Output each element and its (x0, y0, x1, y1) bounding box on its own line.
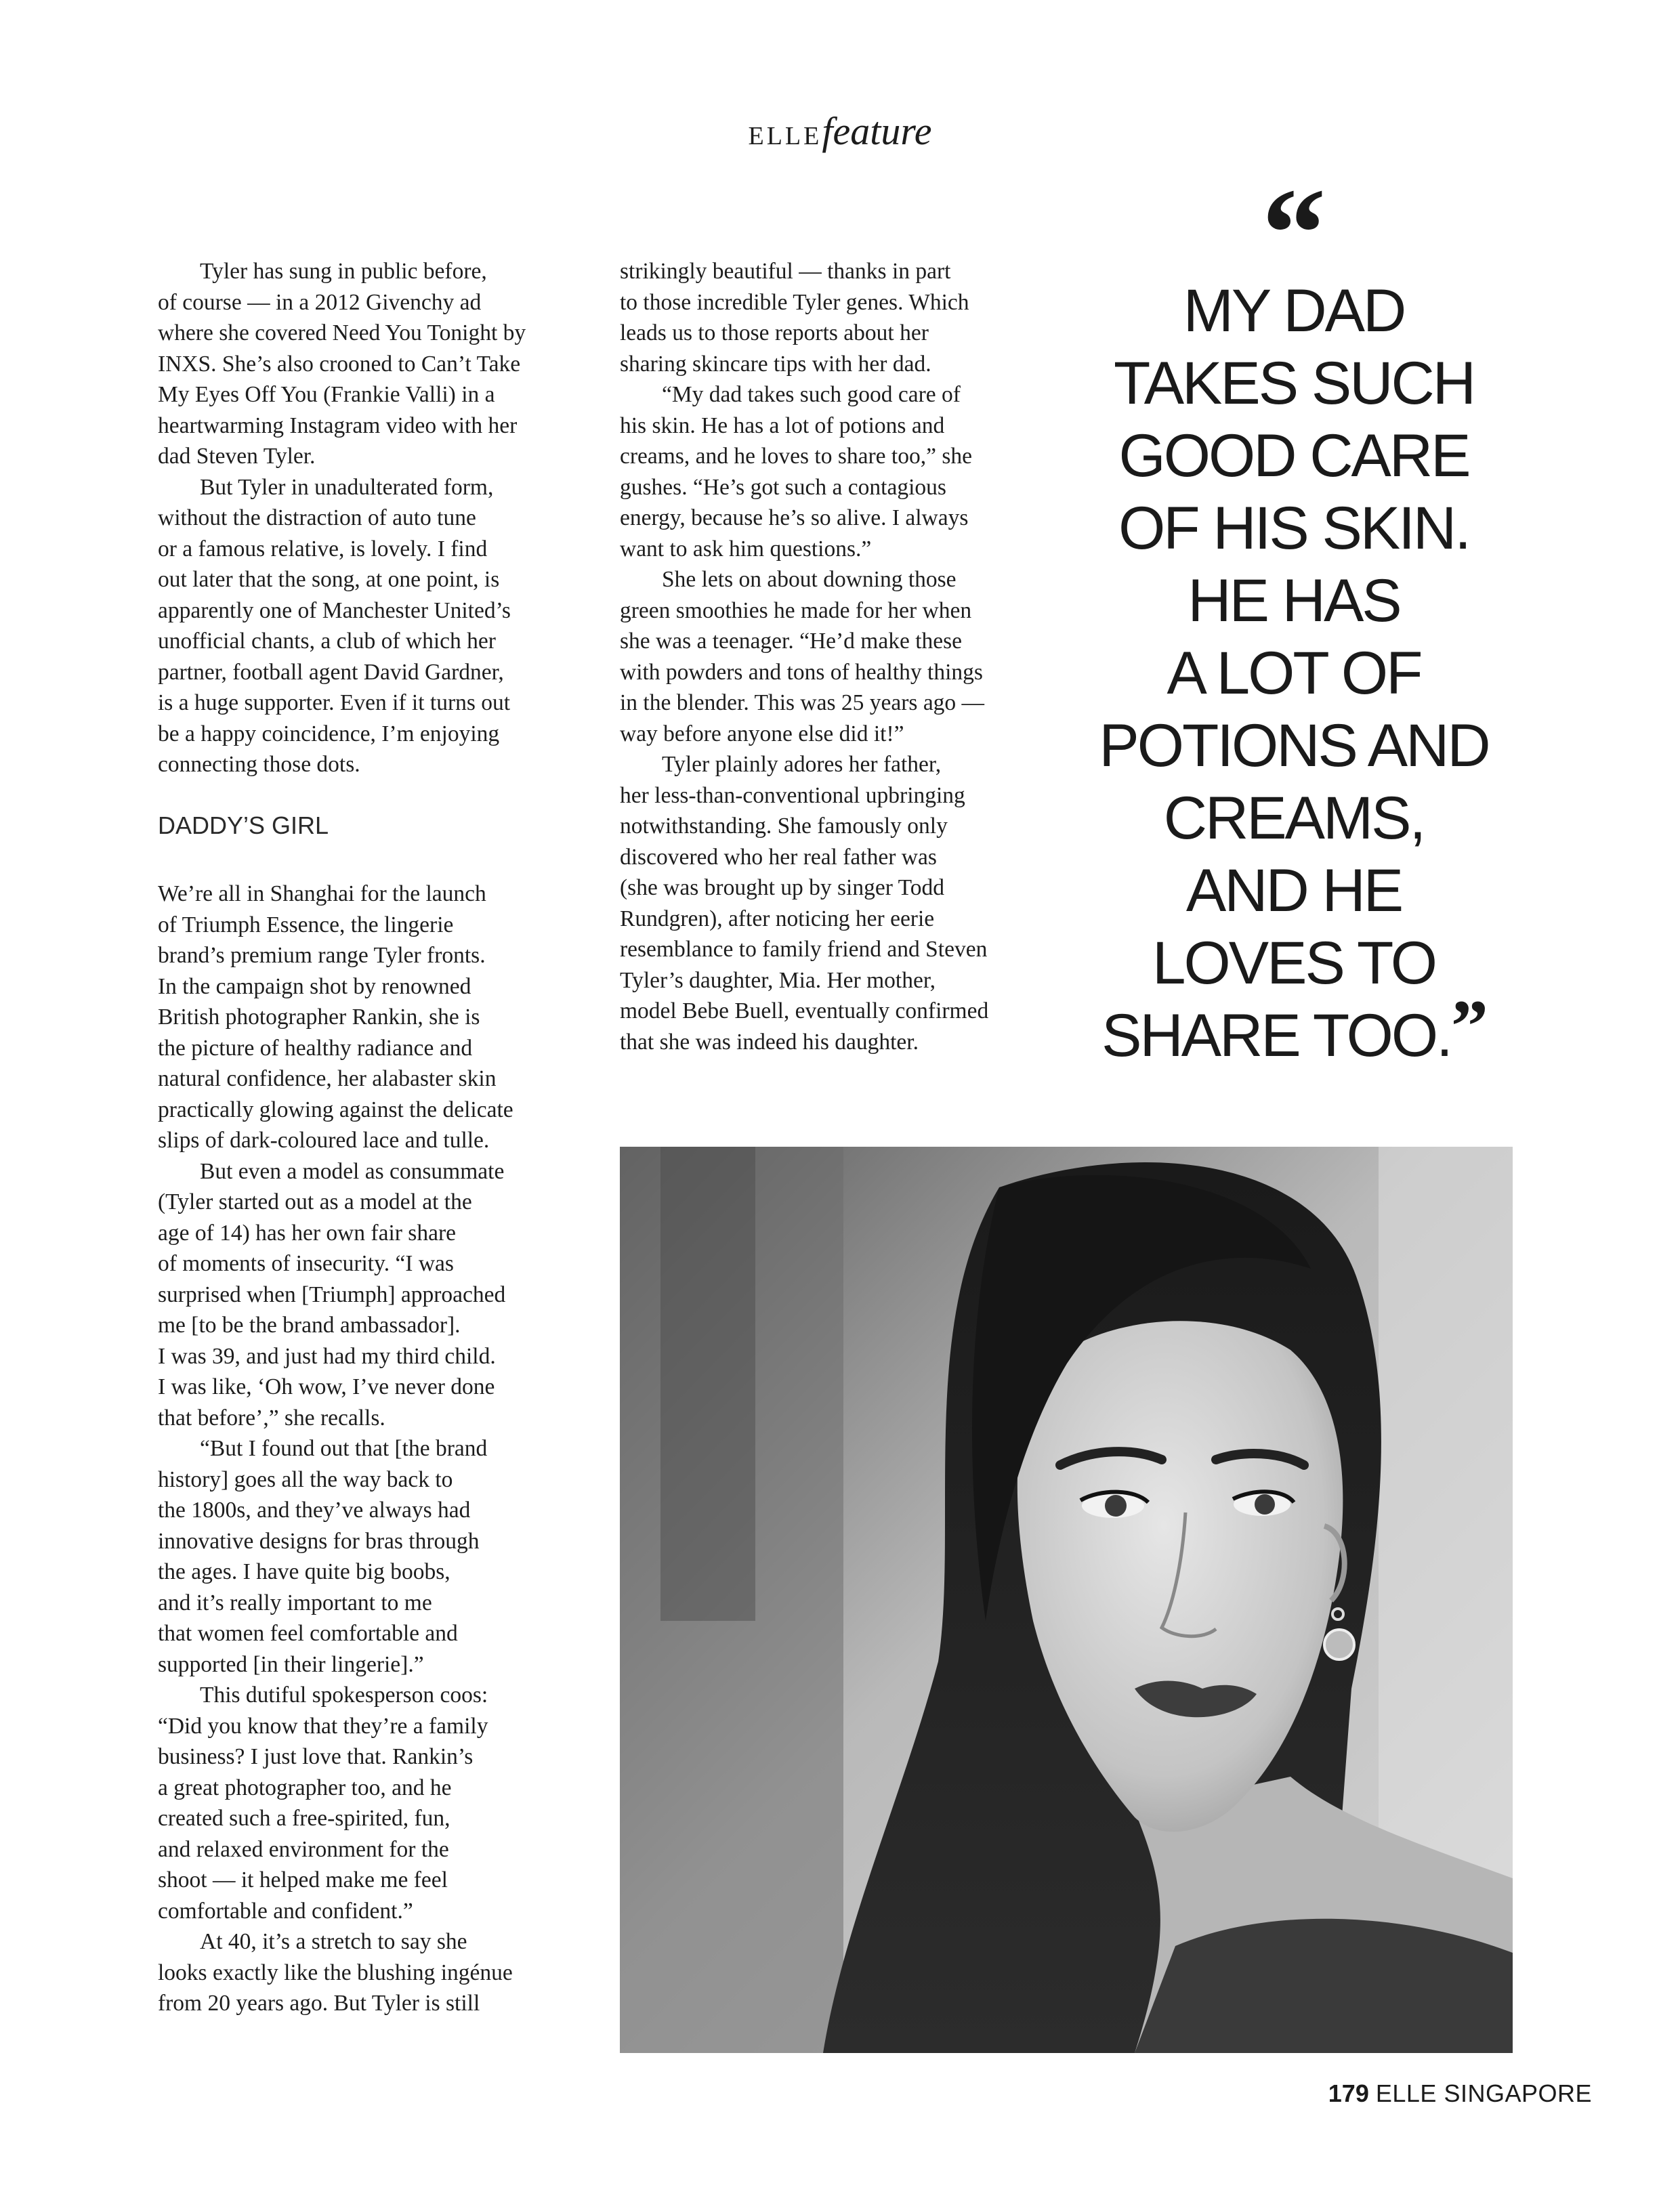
text-line: Rundgren), after noticing her eerie (620, 906, 935, 931)
text-line: model Bebe Buell, eventually confirmed (620, 998, 989, 1023)
text-line: heartwarming Instagram video with her (158, 412, 518, 438)
text-line: supported [in their lingerie].” (158, 1651, 424, 1677)
text-line: I was 39, and just had my third child. (158, 1343, 496, 1369)
text-line: of course — in a 2012 Givenchy ad (158, 289, 482, 315)
text-line: notwithstanding. She famously only (620, 813, 948, 839)
text-line: that before’,” she recalls. (158, 1405, 385, 1431)
text-line: comfortable and confident.” (158, 1898, 413, 1924)
text-line: (Tyler started out as a model at the (158, 1189, 472, 1214)
pull-quote-line (1077, 985, 1511, 1072)
pull-quote-line-text: MY DAD (1183, 276, 1405, 344)
magazine-name: ELLE SINGAPORE (1375, 2079, 1592, 2107)
text-line: is a huge supporter. Even if it turns out (158, 690, 511, 715)
pull-quote (1077, 163, 1511, 1072)
article-paragraph (620, 379, 1060, 564)
text-line: that she was indeed his daughter. (620, 1029, 919, 1055)
pull-quote-line (1077, 347, 1511, 419)
pull-quote-line-text: SHARE TOO. (1101, 1001, 1451, 1069)
text-line: strikingly beautiful — thanks in part (620, 259, 951, 284)
text-line: Tyler has sung in public before, (200, 259, 487, 284)
text-line: age of 14) has her own fair share (158, 1220, 456, 1246)
pull-quote-line (1077, 492, 1511, 564)
article-paragraph (158, 472, 591, 780)
text-line: or a famous relative, is lovely. I find (158, 536, 488, 562)
section-subhead: DADDY’S GIRL (158, 811, 329, 839)
article-paragraph (620, 256, 1060, 379)
text-line: “But I found out that [the brand (200, 1436, 488, 1461)
text-line: I was like, ‘Oh wow, I’ve never done (158, 1374, 495, 1399)
text-line: sharing skincare tips with her dad. (620, 351, 931, 377)
text-line: But Tyler in unadulterated form, (200, 474, 494, 500)
text-line: creams, and he loves to share too,” she (620, 444, 973, 469)
text-line: British photographer Rankin, she is (158, 1004, 480, 1030)
text-line: innovative designs for bras through (158, 1528, 480, 1554)
text-line: We’re all in Shanghai for the launch (158, 881, 486, 906)
text-line: without the distraction of auto tune (158, 505, 476, 530)
text-line: a great photographer too, and he (158, 1775, 452, 1800)
pull-quote-line (1077, 709, 1511, 782)
text-line: history] goes all the way back to (158, 1466, 453, 1492)
text-line: But even a model as consummate (200, 1158, 505, 1184)
text-line: she was a teenager. “He’d make these (620, 629, 963, 654)
page-number: 179 (1328, 2079, 1369, 2107)
text-line: want to ask him questions.” (620, 536, 872, 562)
text-line: discovered who her real father was (620, 844, 937, 870)
article-paragraph (158, 1433, 591, 1680)
text-line: brand’s premium range Tyler fronts. (158, 943, 486, 968)
pull-quote-line-text: TAKES SUCH (1113, 349, 1475, 417)
text-line: of moments of insecurity. “I was (158, 1251, 454, 1276)
pull-quote-line (1077, 419, 1511, 492)
page-folio (1328, 2079, 1592, 2108)
article-paragraph (158, 879, 591, 1156)
text-line: Tyler plainly adores her father, (662, 752, 942, 777)
pull-quote-line-text: OF HIS SKIN. (1118, 494, 1469, 562)
text-line: shoot — it helped make me feel (158, 1867, 448, 1892)
text-line: where she covered Need You Tonight by (158, 320, 526, 345)
pull-quote-line-text: LOVES TO (1152, 929, 1435, 996)
text-line: in the blender. This was 25 years ago — (620, 690, 985, 715)
pull-quote-line (1077, 927, 1511, 999)
pull-quote-line-text: POTIONS AND (1099, 711, 1489, 779)
pull-quote-line-text: HE HAS (1188, 566, 1400, 634)
text-line: me [to be the brand ambassador]. (158, 1313, 461, 1338)
text-line: be a happy coincidence, I’m enjoying (158, 721, 500, 746)
close-quote-mark: ” (1450, 985, 1486, 1067)
text-line: of Triumph Essence, the lingerie (158, 912, 454, 937)
text-line: with powders and tons of healthy things (620, 659, 983, 685)
text-line: that women feel comfortable and (158, 1621, 458, 1646)
text-line: At 40, it’s a stretch to say she (200, 1929, 467, 1954)
pull-quote-line (1077, 854, 1511, 927)
text-line: She lets on about downing those (662, 567, 957, 592)
text-line: created such a free-spirited, fun, (158, 1806, 450, 1831)
text-line: unofficial chants, a club of which her (158, 629, 496, 654)
pull-quote-line-text: A LOT OF (1167, 639, 1421, 706)
text-line: the 1800s, and they’ve always had (158, 1498, 471, 1523)
text-line: dad Steven Tyler. (158, 444, 316, 469)
pull-quote-line-text: GOOD CARE (1118, 421, 1469, 489)
portrait-illustration (620, 1147, 1513, 2053)
text-line: INXS. She’s also crooned to Can’t Take (158, 351, 521, 377)
text-line: connecting those dots. (158, 752, 360, 777)
text-line: My Eyes Off You (Frankie Valli) in a (158, 382, 495, 407)
text-line: natural confidence, her alabaster skin (158, 1066, 497, 1091)
text-line: Tyler’s daughter, Mia. Her mother, (620, 967, 936, 993)
pull-quote-line (1077, 637, 1511, 709)
article-paragraph (158, 1156, 591, 1434)
article-paragraph (158, 256, 591, 472)
brand-name: ELLE (748, 122, 822, 150)
text-line: surprised when [Triumph] approached (158, 1282, 506, 1307)
text-line: resemblance to family friend and Steven (620, 937, 988, 962)
text-line: her less-than-conventional upbringing (620, 782, 965, 808)
text-line: practically glowing against the delicate (158, 1097, 513, 1122)
pull-quote-line-text: CREAMS, (1163, 784, 1425, 851)
text-line: his skin. He has a lot of potions and (620, 412, 945, 438)
text-line: way before anyone else did it!” (620, 721, 904, 746)
article-paragraph (158, 1680, 591, 1926)
text-line: “My dad takes such good care of (662, 382, 961, 407)
text-line: slips of dark-coloured lace and tulle. (158, 1128, 490, 1153)
text-line: apparently one of Manchester United’s (158, 597, 511, 623)
text-line: green smoothies he made for her when (620, 597, 972, 623)
section-header (0, 108, 1680, 154)
text-line: “Did you know that they’re a family (158, 1713, 488, 1739)
text-line: the picture of healthy radiance and (158, 1035, 473, 1061)
text-line: business? I just love that. Rankin’s (158, 1744, 474, 1769)
article-column-1 (158, 256, 591, 2019)
text-line: leads us to those reports about her (620, 320, 929, 345)
text-line: This dutiful spokesperson coos: (200, 1683, 488, 1708)
pull-quote-line (1077, 782, 1511, 854)
pull-quote-text (1077, 274, 1511, 1072)
text-line: the ages. I have quite big boobs, (158, 1559, 450, 1584)
pull-quote-line-text: AND HE (1185, 856, 1402, 924)
text-line: to those incredible Tyler genes. Which (620, 289, 969, 315)
portrait-photo (620, 1147, 1513, 2053)
pull-quote-line (1077, 564, 1511, 637)
open-quote-mark: “ (1261, 163, 1326, 305)
text-line: (she was brought up by singer Todd (620, 875, 945, 900)
text-line: energy, because he’s so alive. I always (620, 505, 969, 530)
text-line: looks exactly like the blushing ingénue (158, 1960, 513, 1985)
text-line: partner, football agent David Gardner, (158, 659, 504, 685)
text-line: out later that the song, at one point, is (158, 567, 500, 592)
text-line: and it’s really important to me (158, 1590, 432, 1615)
text-line: from 20 years ago. But Tyler is still (158, 1991, 480, 2016)
pull-quote-line (1077, 274, 1511, 347)
article-column-2 (620, 256, 1060, 1057)
section-name: feature (822, 109, 932, 153)
article-paragraph (158, 1926, 591, 2019)
article-paragraph (620, 564, 1060, 749)
text-line: gushes. “He’s got such a contagious (620, 474, 946, 500)
text-line: In the campaign shot by renowned (158, 973, 471, 999)
article-paragraph (620, 749, 1060, 1057)
text-line: and relaxed environment for the (158, 1836, 449, 1862)
